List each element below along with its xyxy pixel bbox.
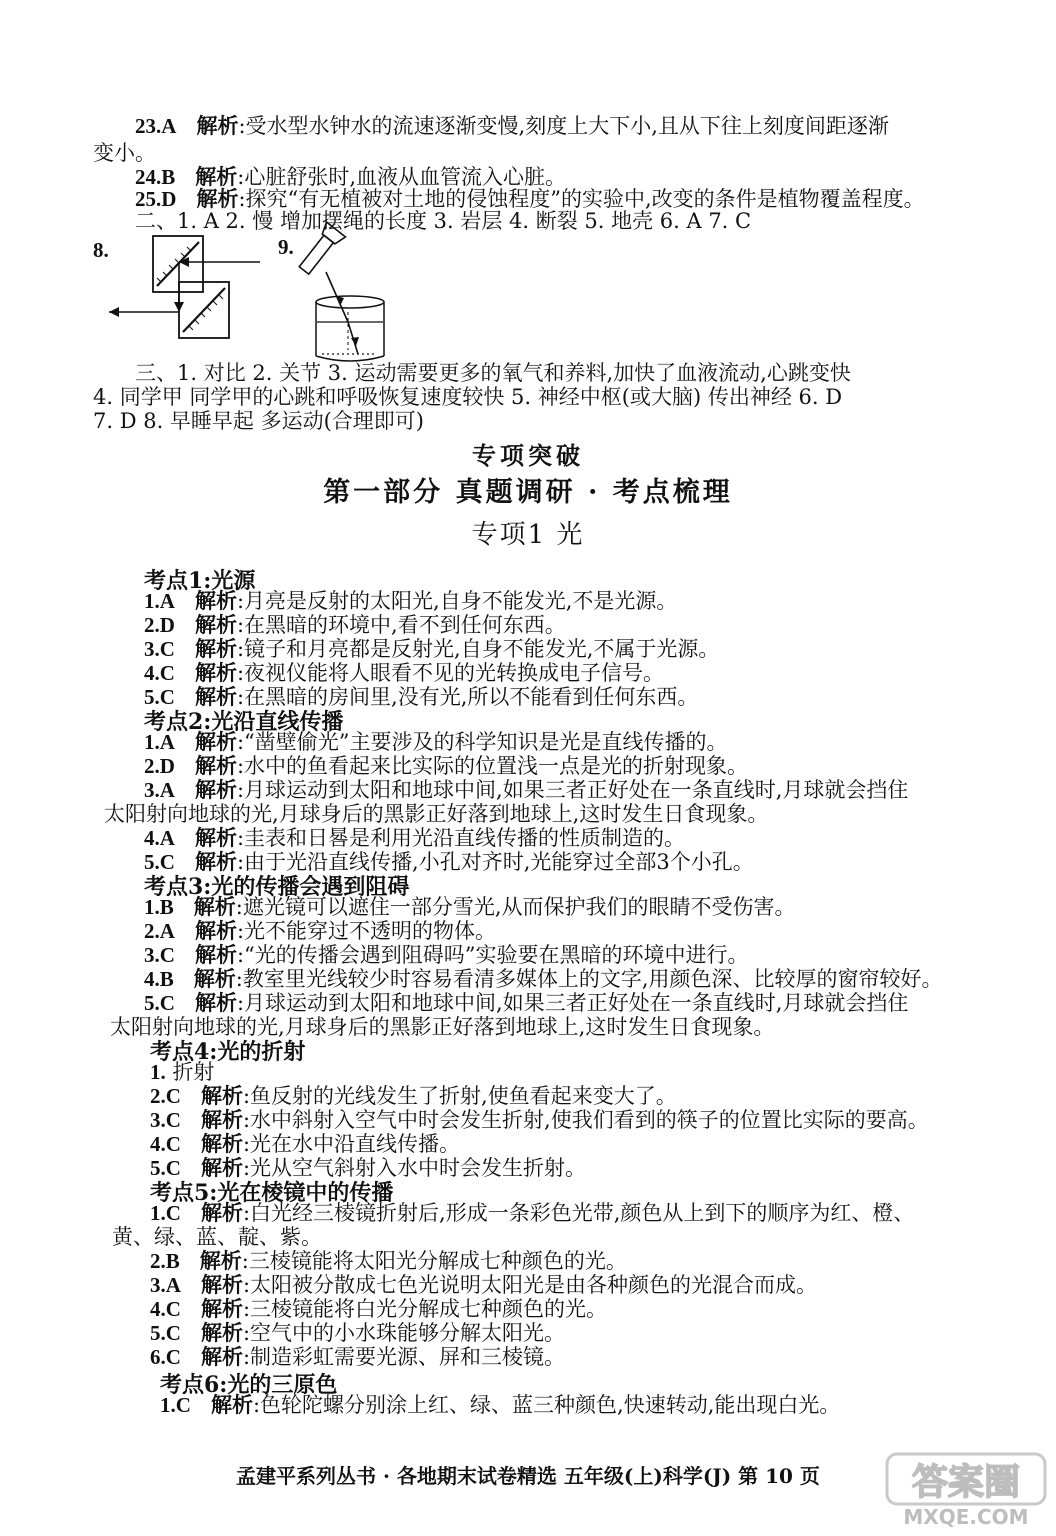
section-title: 考点3:光的传播会遇到阻碍 [144, 874, 410, 900]
refraction-diagram [290, 220, 410, 370]
answer-line: 5.C 解析:月球运动到太阳和地球中间,如果三者正好处在一条直线时,月球就会挡住 [144, 990, 909, 1015]
answer-line: 3.C 解析:水中斜射入空气中时会发生折射,使我们看到的筷子的位置比实际的要高。 [150, 1107, 929, 1132]
answer-line: 3.C 解析:“光的传播会遇到阻碍吗”实验要在黑暗的环境中进行。 [144, 942, 749, 967]
part-three-line-1: 三、1. 对比 2. 关节 3. 运动需要更多的氧气和养料,加快了血液流动,心跳变快 [135, 361, 851, 385]
answer-line: 3.C 解析:镜子和月亮都是反射光,自身不能发光,不属于光源。 [144, 636, 720, 661]
part-three-line-3: 7. D 8. 早睡早起 多运动(合理即可) [93, 409, 424, 433]
answer-line-cont: 太阳射向地球的光,月球身后的黑影正好落到地球上,这时发生日食现象。 [104, 802, 769, 826]
answer-line: 2.C 解析:鱼反射的光线发生了折射,使鱼看起来变大了。 [150, 1083, 677, 1108]
watermark-logo [885, 1450, 1050, 1530]
svg-text:答案圈: 答案圈 [911, 1462, 1021, 1503]
answer-line: 1.C 解析:白光经三棱镜折射后,形成一条彩色光带,颜色从上到下的顺序为红、橙、 [150, 1200, 915, 1225]
answer-line: 5.C 解析:在黑暗的房间里,没有光,所以不能看到任何东西。 [144, 684, 699, 709]
answer-line: 6.C 解析:制造彩虹需要光源、屏和三棱镜。 [150, 1344, 566, 1369]
part-three-line-2: 4. 同学甲 同学甲的心跳和呼吸恢复速度较快 5. 神经中枢(或大脑) 传出神经 6. D [93, 385, 843, 409]
answer-line-cont: 太阳射向地球的光,月球身后的黑影正好落到地球上,这时发生日食现象。 [110, 1015, 775, 1039]
answer-line: 2.D 解析:在黑暗的环境中,看不到任何东西。 [144, 612, 566, 637]
answer-line-24: 24.B 解析:心脏舒张时,血液从血管流入心脏。 [135, 164, 567, 189]
answer-line: 4.B 解析:教室里光线较少时容易看清多媒体上的文字,用颜色深、比较厚的窗帘较好。 [144, 966, 943, 991]
part-two-answers: 二、1. A 2. 慢 增加摆绳的长度 3. 岩层 4. 断裂 5. 地壳 6. A 7. C [135, 209, 752, 233]
answer-line: 4.A 解析:圭表和日晷是利用光沿直线传播的性质制造的。 [144, 825, 686, 850]
answer-line-23-cont: 变小。 [93, 141, 156, 165]
answer-line: 5.C 解析:光从空气斜射入水中时会发生折射。 [150, 1155, 587, 1180]
answer-line: 2.D 解析:水中的鱼看起来比实际的位置浅一点是光的折射现象。 [144, 753, 749, 778]
page-footer: 孟建平系列丛书 · 各地期末试卷精选 五年级(上)科学(J) 第 10 页 [236, 1464, 820, 1488]
answer-line: 4.C 解析:光在水中沿直线传播。 [150, 1131, 461, 1156]
section-title: 考点1:光源 [144, 568, 256, 594]
heading-part: 第一部分 真题调研 · 考点梳理 [323, 477, 733, 508]
answer-line: 5.C 解析:空气中的小水珠能够分解太阳光。 [150, 1320, 566, 1345]
periscope-diagram [105, 228, 265, 348]
answer-line: 1.A 解析:月亮是反射的太阳光,自身不能发光,不是光源。 [144, 588, 678, 613]
answer-line: 1. 折射 [150, 1060, 215, 1084]
svg-text:MXQE.COM: MXQE.COM [903, 1505, 1029, 1529]
answer-line-25: 25.D 解析:探究“有无植被对土地的侵蚀程度”的实验中,改变的条件是植物覆盖程度。 [135, 186, 925, 211]
section-title: 考点6:光的三原色 [160, 1372, 338, 1398]
figure-8-label: 8. [93, 238, 109, 262]
answer-line: 4.C 解析:三棱镜能将白光分解成七种颜色的光。 [150, 1296, 608, 1321]
section-title: 考点5:光在棱镜中的传播 [150, 1180, 394, 1206]
answer-line: 4.C 解析:夜视仪能将人眼看不见的光转换成电子信号。 [144, 660, 665, 685]
figure-9-label: 9. [278, 235, 294, 259]
answer-line: 2.A 解析:光不能穿过不透明的物体。 [144, 918, 497, 943]
section-title: 考点4:光的折射 [150, 1039, 306, 1065]
answer-line: 3.A 解析:月球运动到太阳和地球中间,如果三者正好处在一条直线时,月球就会挡住 [144, 777, 909, 802]
heading-special: 专项突破 [472, 441, 584, 470]
answer-line-cont: 黄、绿、蓝、靛、紫。 [112, 1225, 322, 1249]
answer-line: 1.B 解析:遮光镜可以遮住一部分雪光,从而保护我们的眼睛不受伤害。 [144, 894, 796, 919]
answer-line: 1.C 解析:色轮陀螺分别涂上红、绿、蓝三种颜色,快速转动,能出现白光。 [160, 1392, 841, 1417]
answer-line: 3.A 解析:太阳被分散成七色光说明太阳光是由各种颜色的光混合而成。 [150, 1272, 818, 1297]
heading-topic: 专项1 光 [471, 520, 585, 550]
answer-line-23: 23.A 解析:受水型水钟水的流速逐渐变慢,刻度上大下小,且从下往上刻度间距逐渐 [135, 113, 889, 138]
answer-line: 1.A 解析:“凿壁偷光”主要涉及的科学知识是光是直线传播的。 [144, 729, 728, 754]
section-title: 考点2:光沿直线传播 [144, 709, 344, 735]
answer-line: 5.C 解析:由于光沿直线传播,小孔对齐时,光能穿过全部3个小孔。 [144, 849, 754, 874]
answer-line: 2.B 解析:三棱镜能将太阳光分解成七种颜色的光。 [150, 1248, 627, 1273]
